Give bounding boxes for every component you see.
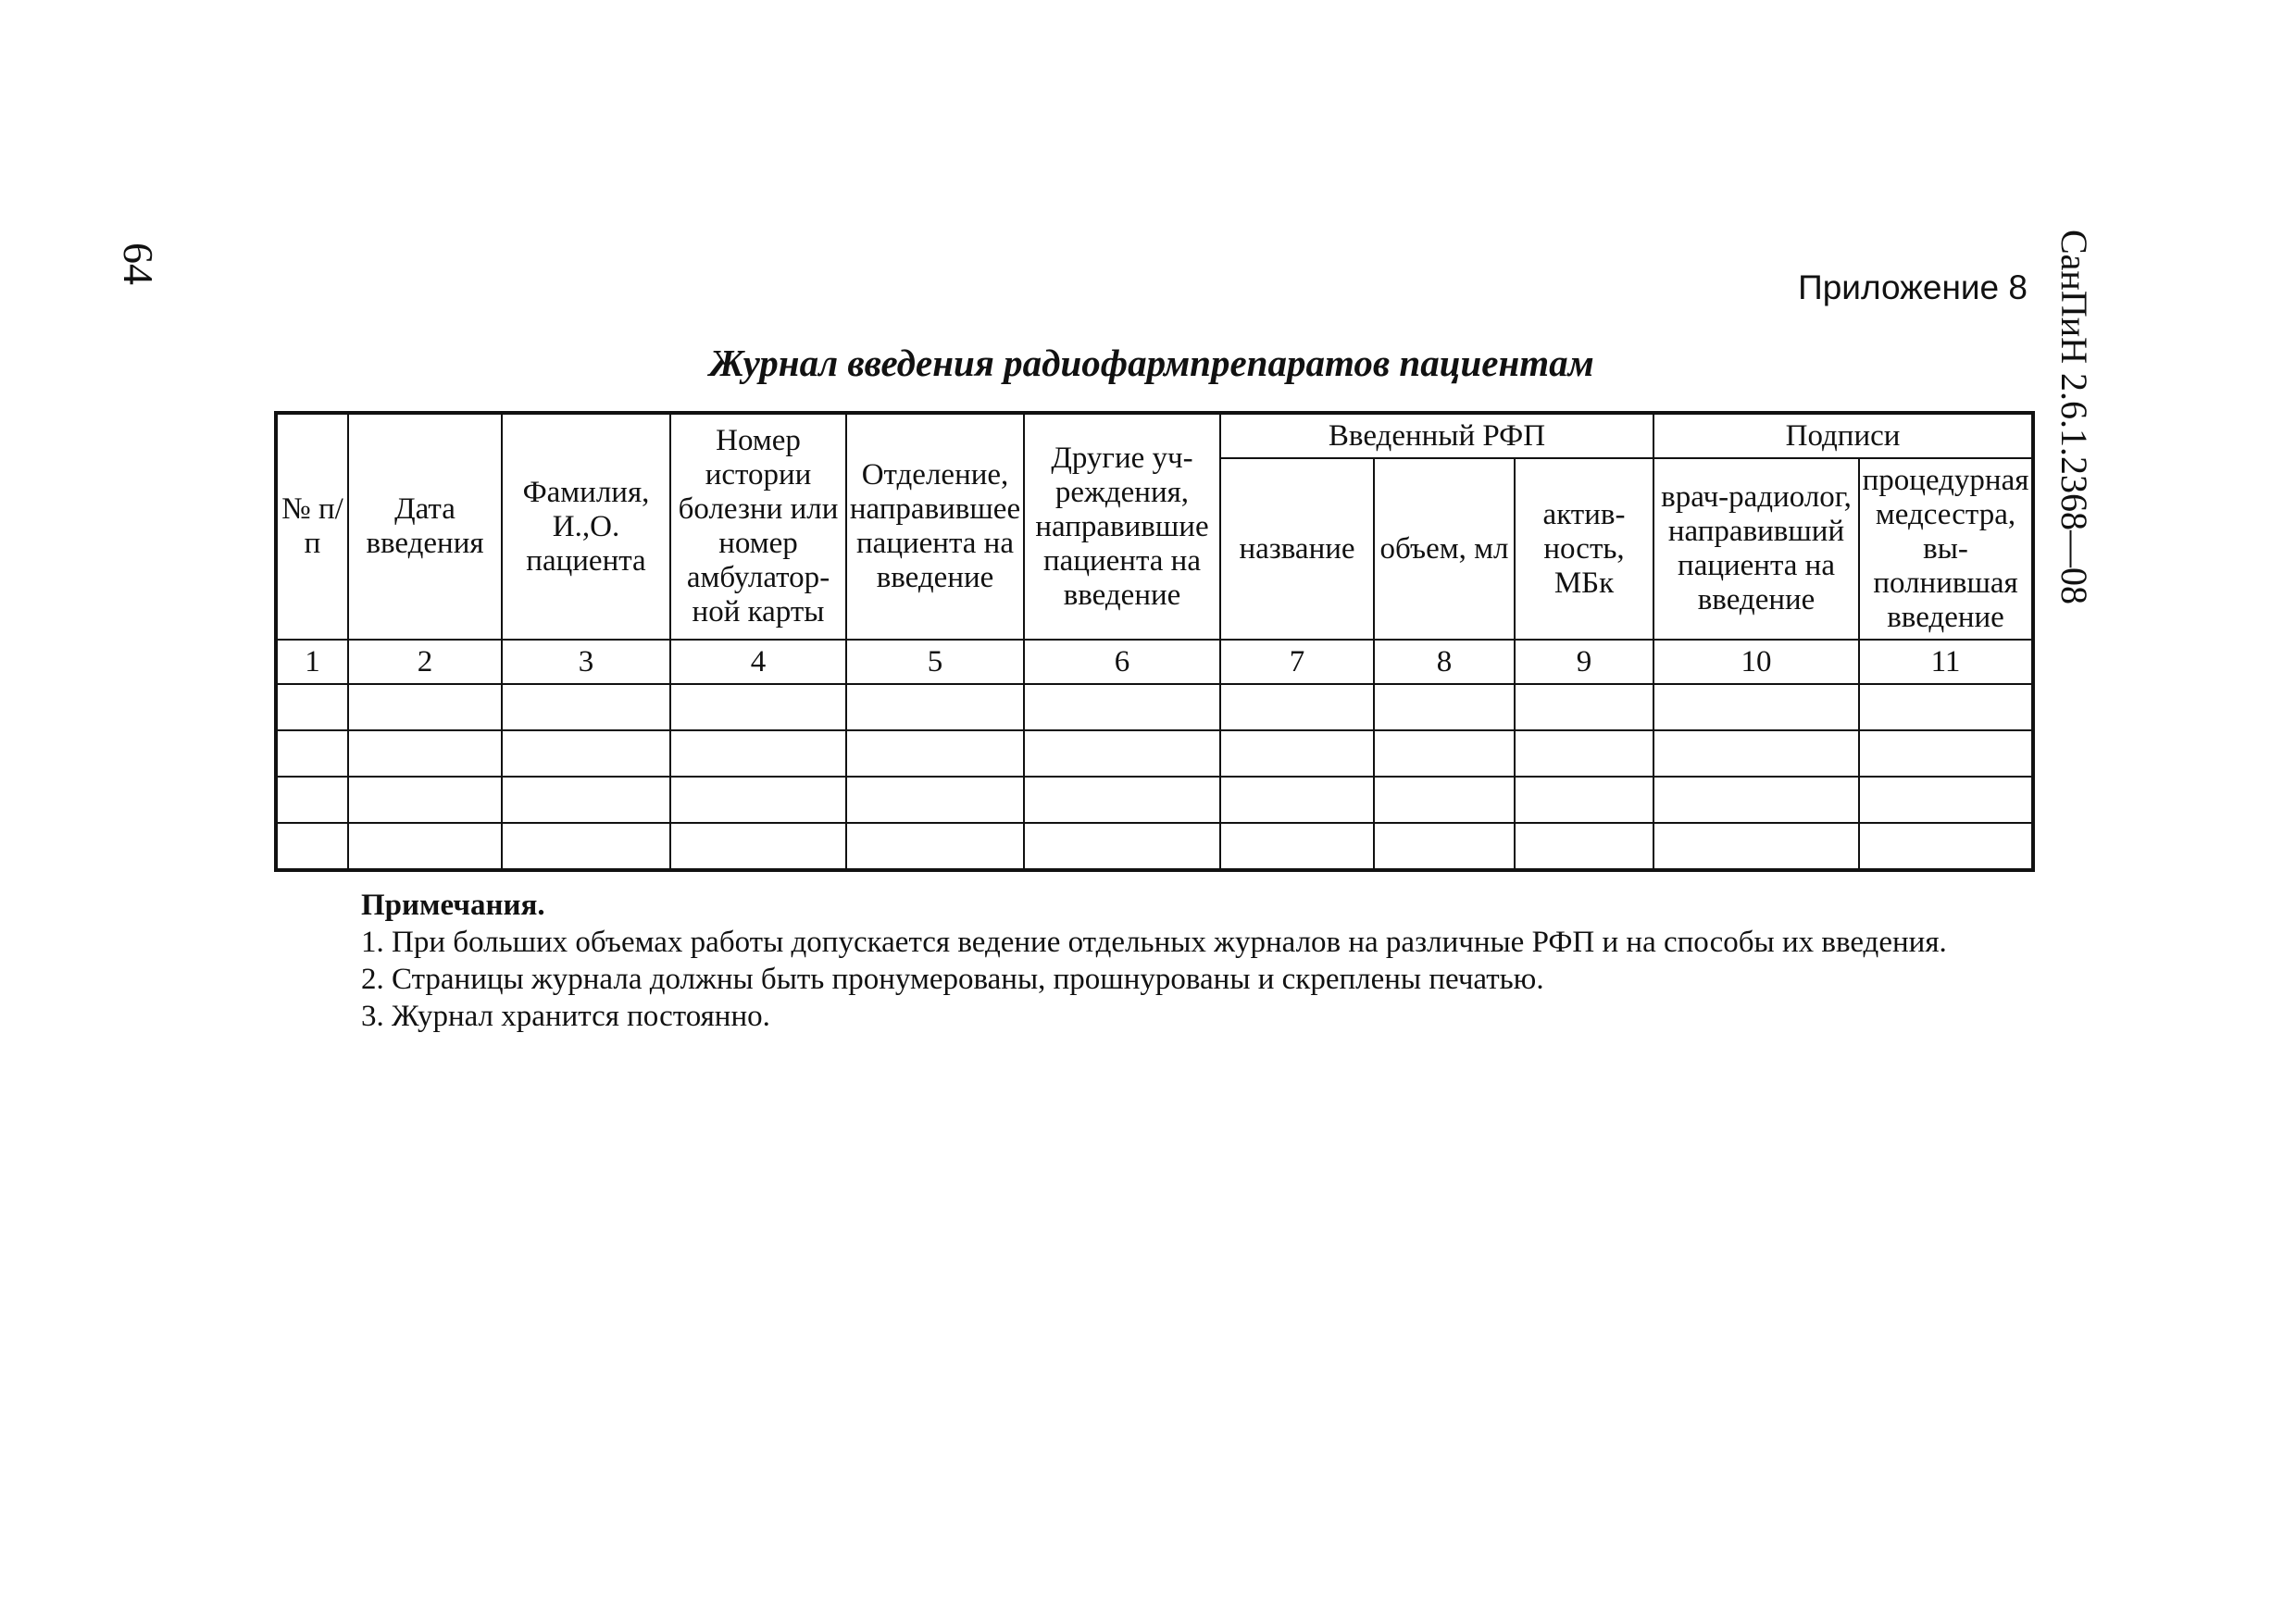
table-cell xyxy=(1859,823,2033,870)
column-number: 3 xyxy=(502,640,670,684)
column-number: 10 xyxy=(1653,640,1859,684)
table-cell xyxy=(846,684,1024,730)
page-number: 64 xyxy=(115,243,162,285)
table-cell xyxy=(1374,684,1515,730)
table-cell xyxy=(670,730,846,777)
table-cell xyxy=(1374,823,1515,870)
column-number: 2 xyxy=(348,640,502,684)
table-cell xyxy=(276,823,348,870)
header-nurse-signature: процедурная медсестра, выполнившая введение xyxy=(1859,458,2033,640)
table-cell xyxy=(670,823,846,870)
table-cell xyxy=(1653,777,1859,823)
table-cell xyxy=(1024,777,1220,823)
header-group-signatures: Подписи xyxy=(1653,413,2033,458)
table-cell xyxy=(502,777,670,823)
table-row xyxy=(276,730,2033,777)
header-rfp-activity: активность, МБк xyxy=(1515,458,1653,640)
note-item: 1. При больших объемах работы допускается ведение отдельных журналов на различные РФП и на способы их введения. xyxy=(361,926,1947,959)
table-cell xyxy=(1220,823,1374,870)
table-cell xyxy=(846,777,1024,823)
table-cell xyxy=(670,777,846,823)
table-cell xyxy=(1220,777,1374,823)
table-cell xyxy=(1374,730,1515,777)
header-other-institutions: Другие учреждения, направившие пациента на введение xyxy=(1024,413,1220,640)
table-cell xyxy=(1220,684,1374,730)
table-row xyxy=(276,823,2033,870)
table-cell xyxy=(1024,823,1220,870)
header-group-rfp: Введенный РФП xyxy=(1220,413,1653,458)
table-cell xyxy=(276,730,348,777)
table-cell xyxy=(502,684,670,730)
header-record-number: Номер истории болезни или номер амбулаторной карты xyxy=(670,413,846,640)
table-cell xyxy=(670,684,846,730)
table-cell xyxy=(1220,730,1374,777)
document-code: СанПиН 2.6.1.2368—08 xyxy=(2053,230,2095,605)
table-cell xyxy=(1515,823,1653,870)
column-number: 1 xyxy=(276,640,348,684)
table-cell xyxy=(1024,684,1220,730)
column-number-row xyxy=(276,640,2033,684)
notes-title: Примечания. xyxy=(361,889,545,922)
column-number: 5 xyxy=(846,640,1024,684)
table-row xyxy=(276,777,2033,823)
table-cell xyxy=(276,777,348,823)
column-number: 9 xyxy=(1515,640,1653,684)
page-title: Журнал введения радиофармпрепаратов пациентам xyxy=(709,342,1594,384)
table-cell xyxy=(1024,730,1220,777)
header-date: Дата введения xyxy=(348,413,502,640)
table-cell xyxy=(502,730,670,777)
table-cell xyxy=(348,684,502,730)
appendix-label: Приложение 8 xyxy=(1798,268,2028,306)
column-number: 11 xyxy=(1859,640,2033,684)
table-cell xyxy=(1374,777,1515,823)
header-referring-department: Отделение, направившее пациента на введение xyxy=(846,413,1024,640)
table-cell xyxy=(348,777,502,823)
table-cell xyxy=(1515,777,1653,823)
table-cell xyxy=(1653,823,1859,870)
header-number: № п/п xyxy=(276,413,348,640)
column-number: 4 xyxy=(670,640,846,684)
table-cell xyxy=(1859,684,2033,730)
note-item: 2. Страницы журнала должны быть пронумерованы, прошнурованы и скреплены печатью. xyxy=(361,963,1544,996)
notes-section xyxy=(274,887,2031,1035)
table-cell xyxy=(348,823,502,870)
table-cell xyxy=(348,730,502,777)
note-item: 3. Журнал хранится постоянно. xyxy=(361,1000,770,1033)
table-cell xyxy=(1859,777,2033,823)
table-cell xyxy=(1515,684,1653,730)
column-number: 8 xyxy=(1374,640,1515,684)
table-cell xyxy=(1859,730,2033,777)
table-cell xyxy=(1515,730,1653,777)
table-cell xyxy=(1653,684,1859,730)
header-rfp-volume: объем, мл xyxy=(1374,458,1515,640)
table-row xyxy=(276,684,2033,730)
header-radiologist-signature: врач-радиолог, направивший пациента на введение xyxy=(1653,458,1859,640)
column-number: 6 xyxy=(1024,640,1220,684)
header-patient-name: Фамилия, И.,О. пациента xyxy=(502,413,670,640)
table-cell xyxy=(846,730,1024,777)
table-cell xyxy=(276,684,348,730)
header-rfp-name: название xyxy=(1220,458,1374,640)
table-cell xyxy=(846,823,1024,870)
journal-table xyxy=(274,411,2035,872)
table-cell xyxy=(1653,730,1859,777)
column-number: 7 xyxy=(1220,640,1374,684)
table-cell xyxy=(502,823,670,870)
